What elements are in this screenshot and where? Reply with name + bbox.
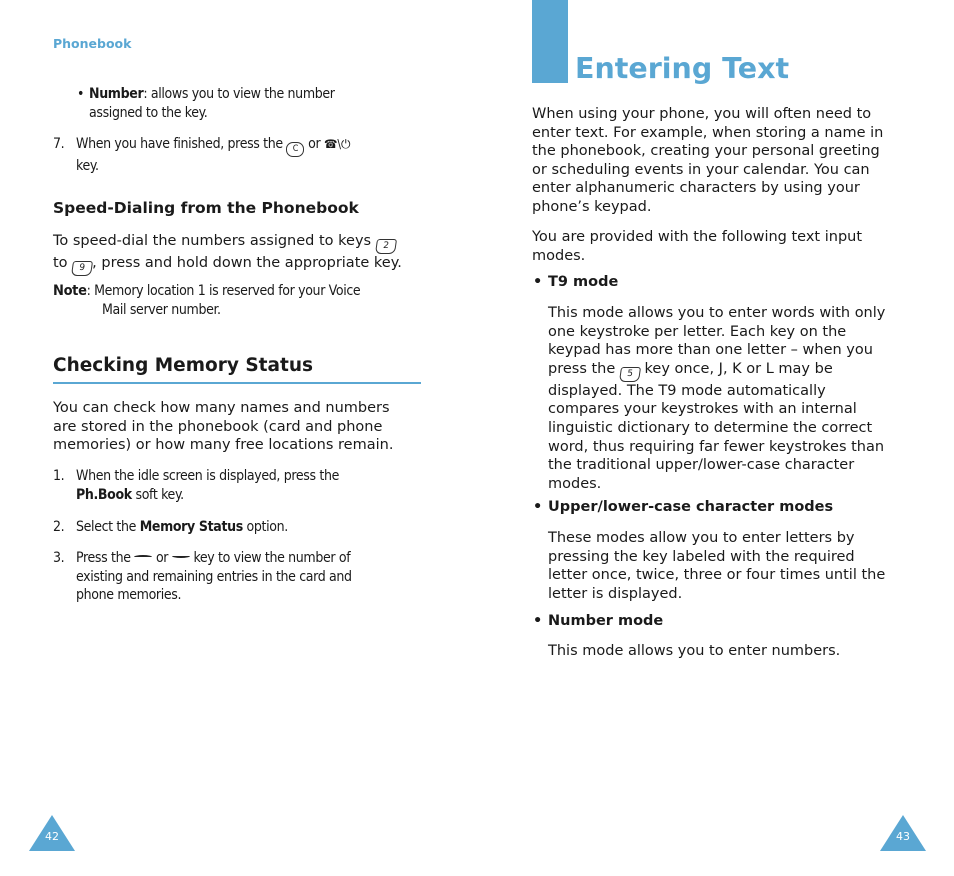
speed-dial-line2: , press and hold down the appropriate key. [92, 255, 402, 271]
bullet-dot: • [533, 499, 543, 515]
t9-line: the traditional upper/lower-case character [548, 457, 855, 474]
intro-line: or scheduling events in your calendar. You can [532, 161, 870, 178]
right-page [477, 0, 954, 876]
memory-step-3-line2: existing and remaining entries in the card and [76, 568, 352, 585]
step-number: 1. [53, 468, 65, 484]
memory-step-3-after: key to view the number of [193, 550, 351, 566]
left-softkey-icon [134, 555, 152, 559]
speed-dial-paragraph [53, 232, 433, 276]
case-modes-heading [533, 499, 833, 515]
step-7-text: When you have finished, press the [76, 136, 283, 152]
memory-step-3 [53, 549, 413, 605]
t9-press-before: press the [548, 360, 616, 377]
number-desc-2: assigned to the key. [89, 104, 208, 121]
step-number: 3. [53, 550, 65, 566]
bullet-dot: • [77, 86, 85, 102]
step-7 [53, 135, 413, 176]
memory-status-option: Memory Status [139, 519, 243, 535]
note-line2: Mail server number. [102, 301, 221, 318]
memory-step-3-before: Press the [76, 550, 131, 566]
t9-line: one keystroke per letter. Each key on the [548, 323, 847, 340]
title-accent-bar [532, 0, 568, 83]
memory-intro [53, 399, 433, 455]
memory-step-2-before: Select the [76, 519, 140, 535]
number-mode-description [548, 642, 928, 661]
number-desc-1: : allows you to view the number [143, 86, 335, 102]
memory-step-1-line1: When the idle screen is displayed, press the [76, 468, 339, 484]
number-mode-line: This mode allows you to enter numbers. [548, 643, 841, 659]
memory-intro-line: You can check how many names and numbers [53, 400, 390, 416]
t9-line: compares your keystrokes with an internal [548, 401, 857, 418]
modes-intro-line: You are provided with the following text input [532, 229, 863, 245]
memory-intro-line: are stored in the phonebook (card and phone [53, 418, 383, 435]
t9-press-after: key once, J, K or L may be [644, 360, 833, 377]
speed-dial-line1: To speed-dial the numbers assigned to keys [53, 233, 372, 249]
phbook-softkey-label: Ph.Book [76, 486, 132, 503]
page-number: 42 [45, 830, 59, 843]
memory-step-1 [53, 467, 413, 504]
note [53, 282, 423, 319]
intro-line: When using your phone, you will often need to [532, 106, 872, 122]
memory-step-2-after: option. [242, 519, 288, 535]
clear-key-icon: C [286, 142, 304, 157]
case-modes-description [548, 529, 928, 603]
case-line: pressing the key labeled with the required [548, 548, 855, 565]
intro-paragraph [532, 105, 912, 217]
t9-line: This mode allows you to enter words with only [548, 305, 886, 321]
running-header: Phonebook [53, 36, 132, 51]
modes-intro [532, 228, 912, 265]
key-9-icon: 9 [71, 261, 93, 276]
t9-line: keypad has more than one letter – when you [548, 342, 873, 359]
number-bullet [77, 85, 417, 122]
memory-intro-line: memories) or how many free locations remain. [53, 437, 394, 454]
note-label: Note [53, 283, 87, 299]
right-softkey-icon [172, 554, 190, 558]
speed-dial-to: to [53, 255, 68, 271]
number-mode-label: Number mode [548, 613, 664, 629]
t9-mode-description [548, 304, 928, 493]
bullet-dot: • [533, 274, 543, 290]
intro-line: the phonebook, creating your personal greeting [532, 143, 880, 160]
memory-step-3-line3: phone memories. [76, 587, 182, 604]
intro-line: enter alphanumeric characters by using your [532, 180, 860, 197]
intro-line: enter text. For example, when storing a name in [532, 124, 884, 141]
case-modes-label: Upper/lower-case character modes [548, 499, 834, 515]
bullet-dot: • [533, 613, 543, 629]
step-7-or: or [308, 136, 321, 152]
t9-mode-heading [533, 274, 618, 290]
page-title: Entering Text [575, 52, 790, 85]
t9-line: displayed. The T9 mode automatically [548, 382, 826, 399]
number-label: Number [89, 86, 144, 102]
memory-step-1-rest: soft key. [131, 486, 184, 503]
page-number: 43 [896, 830, 910, 843]
modes-intro-line: modes. [532, 247, 586, 264]
memory-section-heading: Checking Memory Status [53, 355, 421, 384]
case-line: These modes allow you to enter letters by [548, 530, 855, 546]
memory-step-3-or: or [155, 550, 169, 566]
intro-line: phone’s keypad. [532, 198, 652, 215]
memory-step-2 [53, 518, 413, 537]
t9-mode-label: T9 mode [548, 274, 619, 290]
case-line: letter is displayed. [548, 585, 683, 602]
number-mode-heading [533, 613, 663, 629]
step-7-line2: key. [76, 158, 99, 174]
note-line1: : Memory location 1 is reserved for your Voice [86, 283, 361, 299]
step-number: 2. [53, 519, 65, 535]
t9-line: word, thus requiring far fewer keystrokes than [548, 438, 885, 455]
t9-line: linguistic dictionary to determine the correct [548, 419, 873, 436]
case-line: letter once, twice, three or four times until the [548, 567, 886, 584]
end-power-key-icon: ☎\⏻ [323, 137, 351, 151]
step-number: 7. [53, 136, 65, 152]
key-2-icon: 2 [375, 239, 397, 254]
speed-dial-heading: Speed-Dialing from the Phonebook [53, 199, 359, 217]
t9-line: modes. [548, 475, 602, 492]
key-5-icon: 5 [619, 367, 641, 382]
